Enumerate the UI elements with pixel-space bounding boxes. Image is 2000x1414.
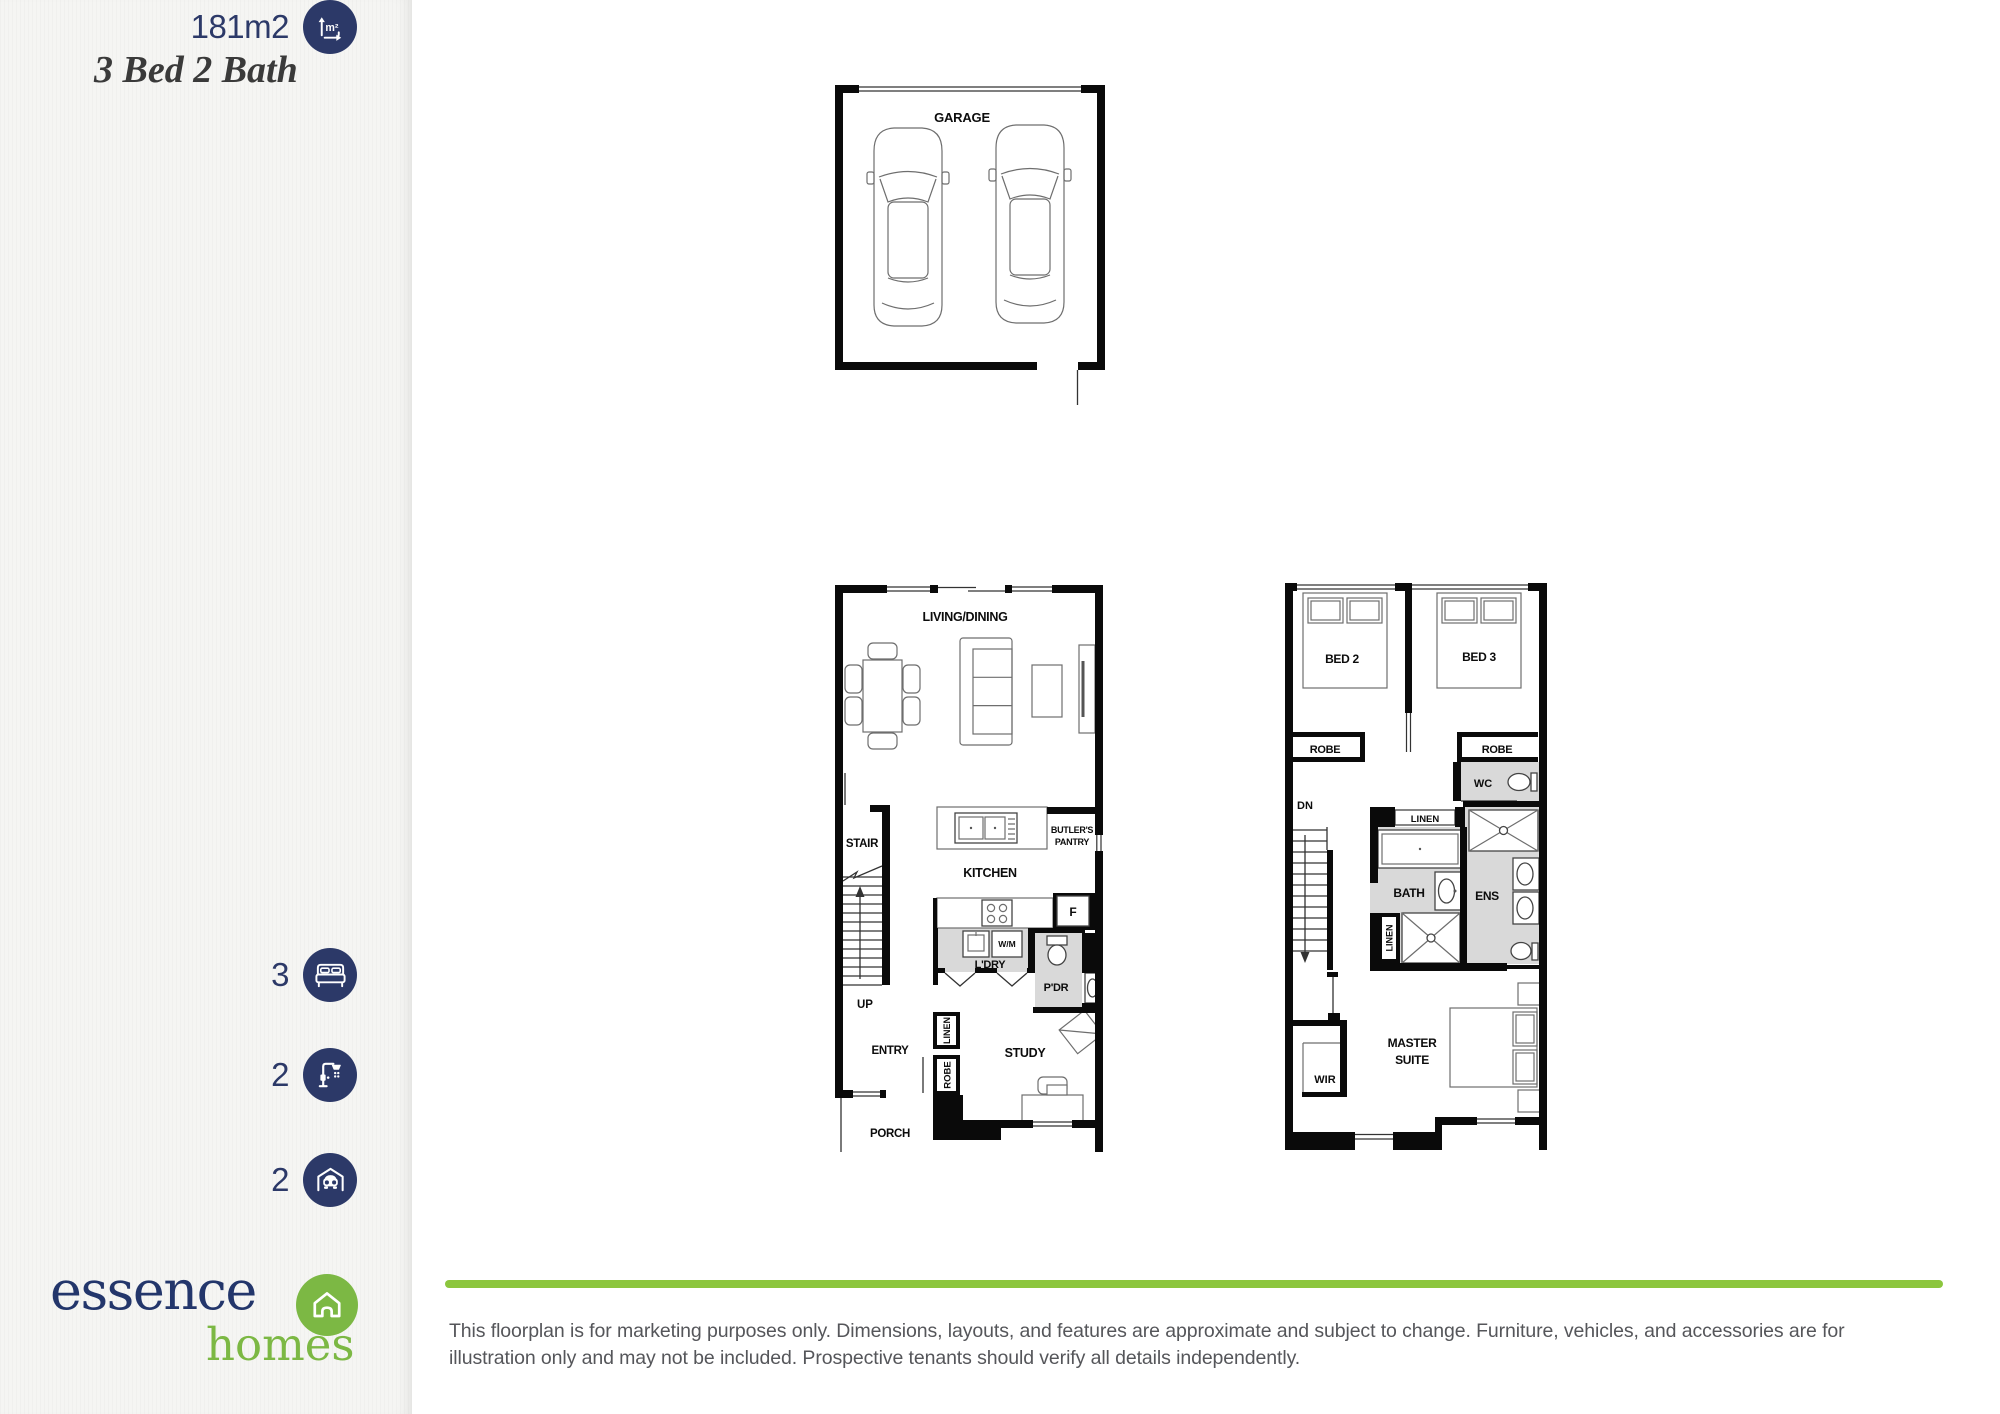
room-label-robe-left: ROBE — [1309, 744, 1341, 756]
master-bed — [1450, 983, 1540, 1112]
floor-area-icon — [303, 0, 357, 54]
bedroom-count: 3 — [271, 956, 289, 993]
room-label-dn: DN — [1297, 800, 1313, 812]
room-label-robe: ROBE — [942, 1061, 954, 1089]
room-label-bed2: BED 2 — [1325, 652, 1359, 666]
room-label-linen: LINEN — [942, 1017, 952, 1044]
brand-name: essence — [50, 1259, 256, 1322]
bathroom-count: 2 — [271, 1056, 289, 1093]
ens-toilet — [1511, 943, 1538, 961]
room-label-linen-side: LINEN — [1384, 924, 1395, 952]
garage-count: 2 — [271, 1161, 289, 1198]
bath-basin — [1435, 872, 1461, 910]
coffee-table — [1032, 665, 1062, 717]
car — [867, 128, 949, 326]
garage-car-icon — [303, 1153, 357, 1207]
stat-area — [191, 0, 357, 54]
wc-toilet — [1508, 773, 1537, 791]
room-label-bath: BATH — [1393, 886, 1425, 900]
sidebar — [0, 0, 412, 1414]
svg-text:m²: m² — [324, 21, 338, 34]
room-label-garage: GARAGE — [934, 110, 990, 125]
room-label-butlers-2: PANTRY — [1054, 837, 1090, 847]
cooktop-bench — [937, 898, 1053, 928]
room-label-bed3: BED 3 — [1462, 650, 1496, 664]
room-label-master-1: MASTER — [1387, 1036, 1437, 1050]
ens-shower — [1469, 810, 1538, 851]
room-label-ens: ENS — [1475, 889, 1499, 903]
room-label-porch: PORCH — [869, 1128, 911, 1140]
brand-logo — [50, 1259, 390, 1384]
stairs-down — [1293, 827, 1327, 963]
stat-bathrooms — [271, 1048, 357, 1102]
bed2-furniture — [1303, 593, 1387, 688]
powder-toilet — [1047, 936, 1067, 965]
room-label-pdr: P'DR — [1043, 982, 1069, 994]
room-label-ldry: L'DRY — [974, 959, 1006, 971]
laundry-trough — [963, 931, 989, 957]
garage-plan — [835, 85, 1105, 405]
footer-accent-line — [445, 1280, 1943, 1288]
wir-shelves — [1303, 1043, 1340, 1097]
first-floor-plan — [1285, 583, 1547, 1150]
room-label-up: UP — [857, 999, 873, 1011]
disclaimer-text: This floorplan is for marketing purposes only. Dimensions, layouts, and features are approximate and subject to change. Furniture, vehicles, and accessories are for illustration only and may not be included. Prospective tenants should verify all details independently. — [449, 1319, 1845, 1369]
sofa — [960, 638, 1012, 745]
room-label-kitchen: KITCHEN — [963, 866, 1017, 880]
shower-icon — [303, 1048, 357, 1102]
room-label-living-dining: LIVING/DINING — [922, 610, 1008, 624]
room-label-stair: STAIR — [845, 838, 879, 850]
bed3-furniture — [1437, 593, 1521, 688]
desk — [1022, 1085, 1083, 1123]
ground-floor-plan — [835, 585, 1103, 1160]
room-label-master-2: SUITE — [1395, 1053, 1429, 1067]
brand-sub: homes — [206, 1318, 355, 1371]
room-label-butlers-1: BUTLER'S — [1050, 825, 1094, 835]
room-label-robe-right: ROBE — [1481, 744, 1513, 756]
stat-garage — [271, 1153, 357, 1207]
room-label-study: STUDY — [1004, 1046, 1046, 1060]
stat-bedrooms — [271, 948, 357, 1002]
dining-setting — [845, 643, 920, 749]
room-label-linen-top: LINEN — [1410, 814, 1440, 825]
room-label-fridge: F — [1069, 905, 1077, 919]
door-swing — [945, 973, 975, 986]
room-label-wm: W/M — [998, 939, 1016, 949]
bathtub — [1378, 830, 1462, 868]
stairs-up — [843, 866, 882, 985]
room-label-wir: WIR — [1314, 1074, 1336, 1086]
door-swing — [997, 973, 1027, 986]
area-value: 181m2 — [190, 8, 289, 45]
bath-shower — [1402, 913, 1460, 963]
car — [989, 125, 1071, 323]
kitchen-island — [937, 807, 1047, 849]
bed-icon — [303, 948, 357, 1002]
room-label-entry: ENTRY — [871, 1045, 909, 1057]
tv-unit — [1079, 645, 1095, 733]
room-label-wc: WC — [1473, 778, 1493, 790]
page-title: 3 Bed 2 Bath — [94, 49, 298, 91]
